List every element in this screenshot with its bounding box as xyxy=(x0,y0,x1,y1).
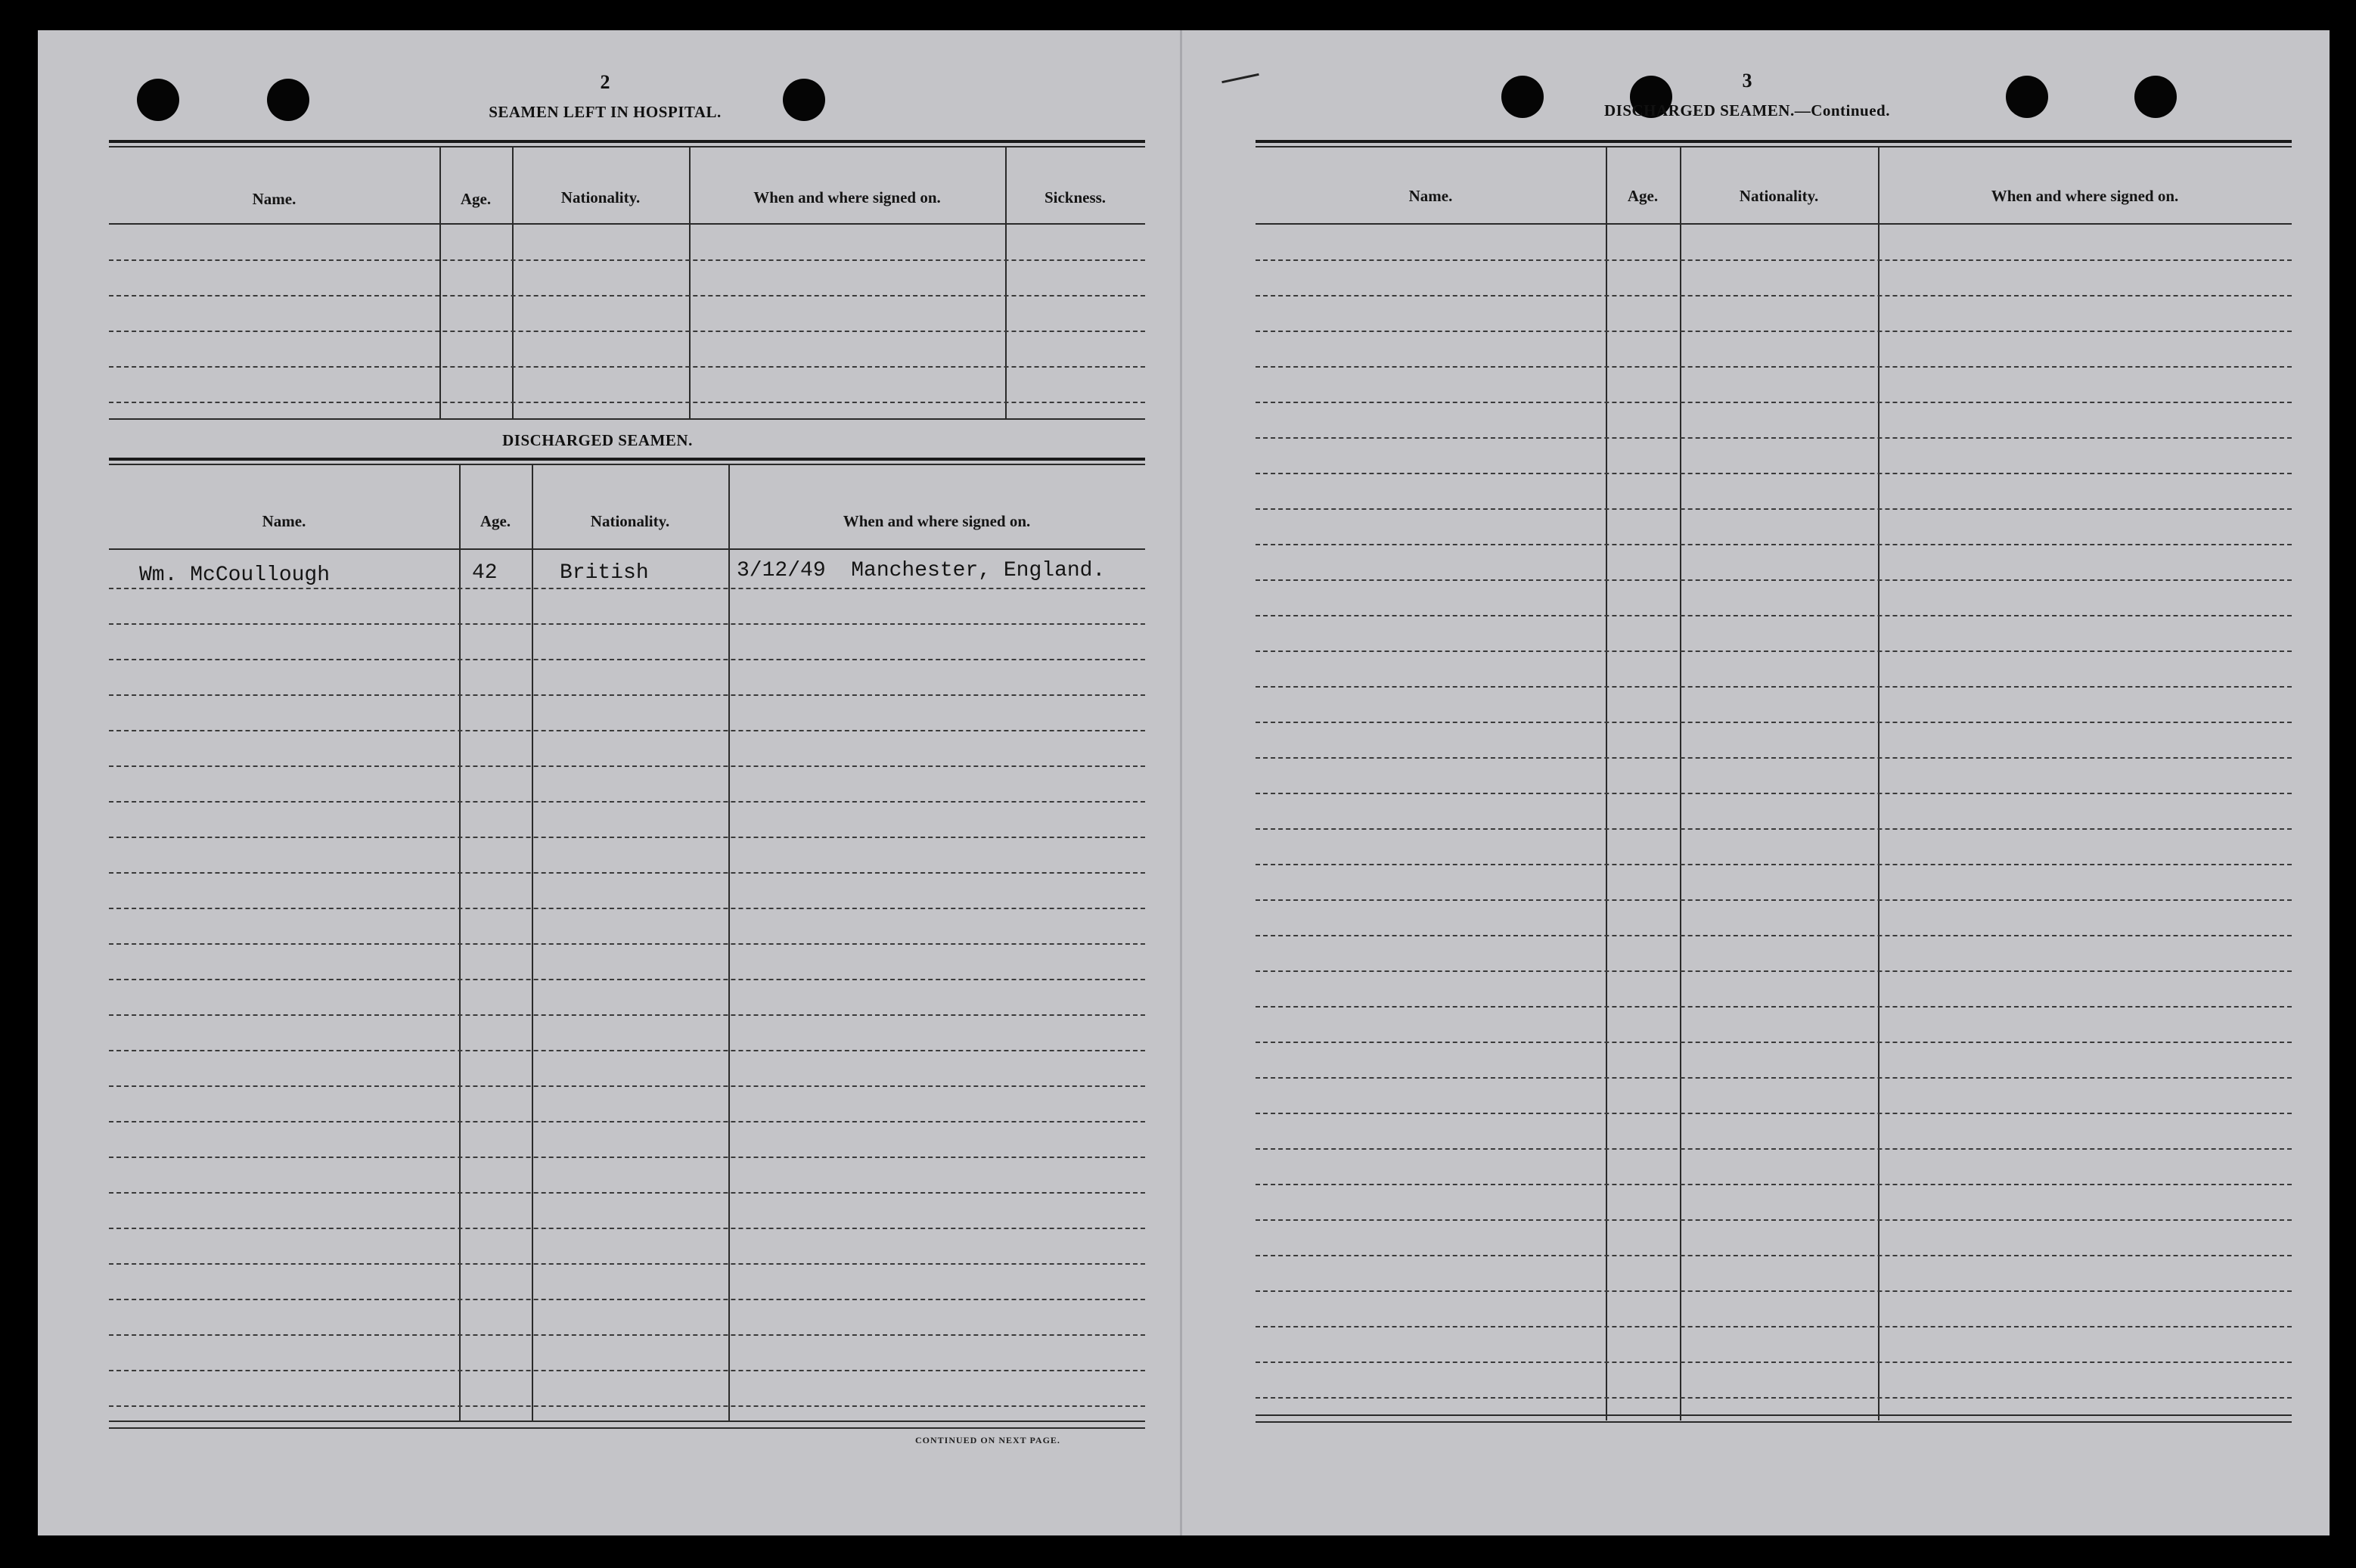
column-header-signed-on: When and where signed on. xyxy=(843,512,1031,530)
discharged-continued-title: DISCHARGED SEAMEN.—Continued. xyxy=(1604,101,1890,120)
punch-hole xyxy=(2134,76,2177,118)
punch-hole xyxy=(267,79,309,121)
punch-hole xyxy=(2006,76,2048,118)
column-header-nationality: Nationality. xyxy=(590,512,670,530)
punch-hole xyxy=(783,79,825,121)
column-header-nationality: Nationality. xyxy=(1739,187,1819,205)
continued-footer: CONTINUED ON NEXT PAGE. xyxy=(915,1435,1060,1445)
discharged-continued-table xyxy=(1256,140,2292,1464)
seaman-age: 42 xyxy=(472,561,498,585)
column-header-signed-on: When and where signed on. xyxy=(1991,187,2179,205)
punch-hole xyxy=(137,79,179,121)
column-header-age: Age. xyxy=(1627,187,1659,205)
hospital-section-title: SEAMEN LEFT IN HOSPITAL. xyxy=(489,103,722,121)
column-header-signed-on: When and where signed on. xyxy=(753,188,941,206)
column-header-nationality: Nationality. xyxy=(560,188,641,206)
page-number: 2 xyxy=(600,71,610,93)
hospital-table xyxy=(109,140,1145,454)
discharged-section-title: DISCHARGED SEAMEN. xyxy=(502,431,693,449)
column-header-sickness: Sickness. xyxy=(1044,188,1107,206)
punch-hole xyxy=(1501,76,1544,118)
column-header-name: Name. xyxy=(252,190,296,208)
seaman-nationality: British xyxy=(560,561,649,585)
seaman-signed-on: 3/12/49 Manchester, England. xyxy=(737,559,1106,582)
ledger-sheet xyxy=(38,30,2330,1535)
discharged-table xyxy=(109,458,1145,1464)
column-header-age: Age. xyxy=(480,512,511,530)
page-number: 3 xyxy=(1742,70,1752,92)
column-header-age: Age. xyxy=(460,190,492,208)
seaman-name: Wm. McCoullough xyxy=(139,564,331,587)
column-header-name: Name. xyxy=(262,512,306,530)
page-fold xyxy=(1180,30,1182,1535)
pen-mark xyxy=(1221,73,1259,83)
column-header-name: Name. xyxy=(1408,187,1453,205)
